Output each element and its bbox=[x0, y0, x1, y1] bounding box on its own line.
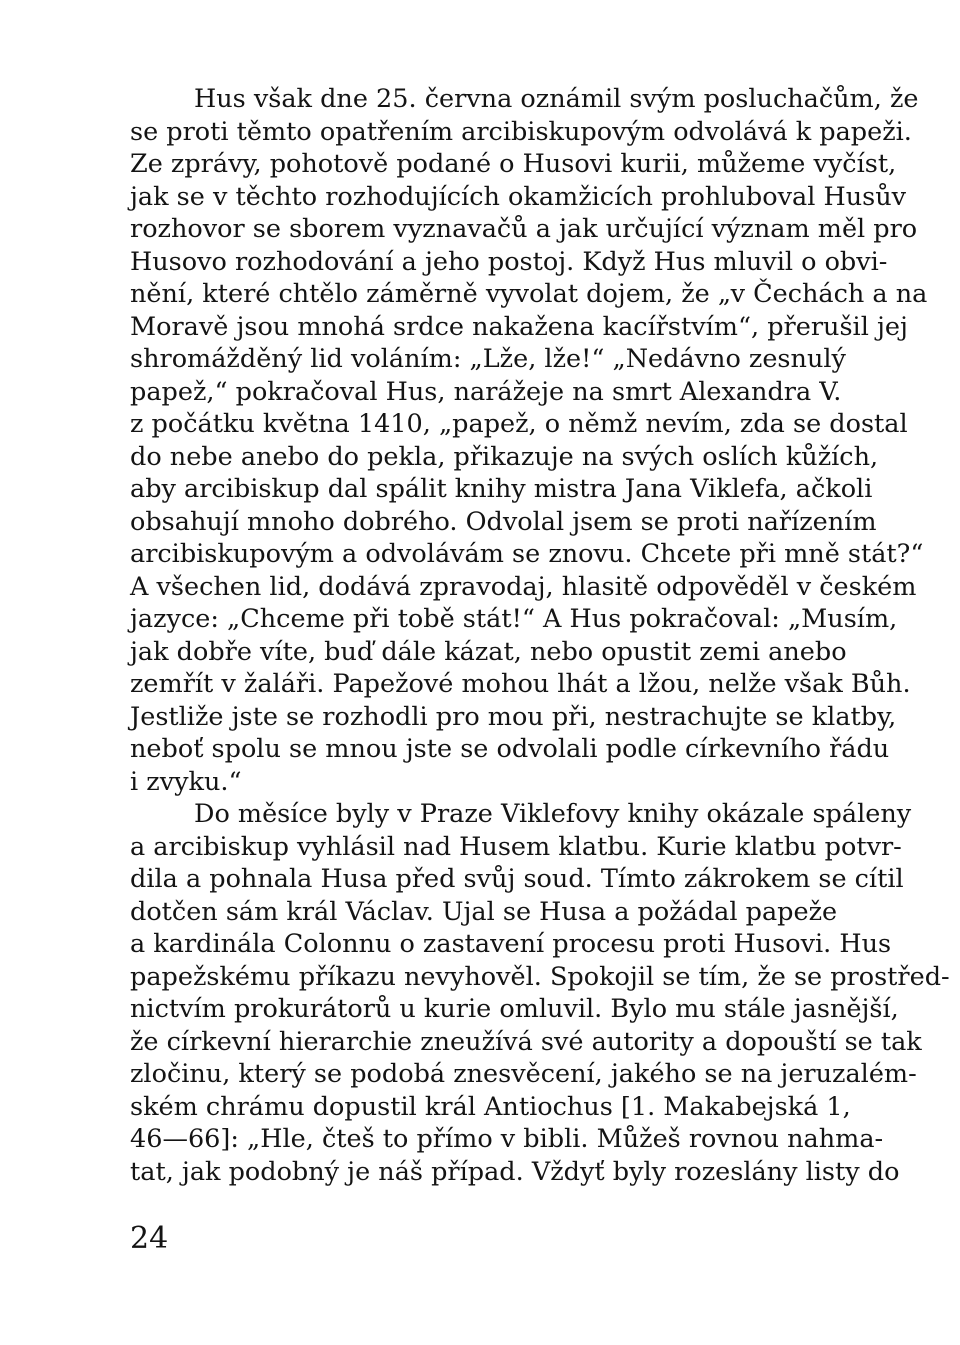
text-line: rozhovor se sborem vyznavačů a jak určující význam měl pro bbox=[130, 214, 918, 244]
text-line: dila a pohnala Husa před svůj soud. Tímto zákrokem se cítil bbox=[130, 864, 904, 894]
text-line: shromážděný lid voláním: „Lže, lže!“ „Nedávno zesnulý bbox=[130, 344, 846, 374]
text-line: Jestliže jste se rozhodli pro mou při, nestrachujte se klatby, bbox=[130, 701, 897, 732]
text-line: dotčen sám král Václav. Ujal se Husa a požádal papeže bbox=[130, 896, 838, 927]
text-line: Ze zprávy, pohotově podané o Husovi kurii, můžeme vyčíst, bbox=[130, 149, 897, 179]
text-line: 46—66]: „Hle, čteš to přímo v bibli. Můžeš rovnou nahma- bbox=[130, 1124, 884, 1154]
text-line: jazyce: „Chceme při tobě stát!“ A Hus pokračoval: „Musím, bbox=[130, 604, 898, 634]
text-line: tat, jak podobný je náš případ. Vždyť byly rozeslány listy do bbox=[130, 1156, 900, 1187]
text-line: zemřít v žaláři. Papežové mohou lhát a lžou, nelže však Bůh. bbox=[130, 669, 911, 699]
text-line: nění, které chtělo záměrně vyvolat dojem, že „v Čechách a na bbox=[130, 279, 928, 309]
text-line: neboť spolu se mnou jste se odvolali podle církevního řádu bbox=[130, 734, 890, 764]
text-line: jak se v těchto rozhodujících okamžicích prohluboval Husův bbox=[130, 181, 907, 212]
text-line: aby arcibiskup dal spálit knihy mistra Jana Viklefa, ačkoli bbox=[130, 474, 873, 504]
text-line: A všechen lid, dodává zpravodaj, hlasitě odpověděl v českém bbox=[130, 571, 917, 602]
body-text bbox=[130, 83, 950, 1188]
text-line: se proti těmto opatřením arcibiskupovým odvolává k papeži. bbox=[130, 116, 912, 147]
text-line: Husovo rozhodování a jeho postoj. Když Hus mluvil o obvi- bbox=[130, 246, 888, 277]
text-line: i zvyku.“ bbox=[130, 766, 242, 797]
text-line: nictvím prokurátorů u kurie omluvil. Bylo mu stále jasnější, bbox=[130, 994, 899, 1024]
text-line: papež,“ pokračoval Hus, narážeje na smrt Alexandra V. bbox=[130, 376, 842, 407]
text-line: do nebe anebo do pekla, přikazuje na svých oslích kůžích, bbox=[130, 441, 879, 472]
text-line: a kardinála Colonnu o zastavení procesu proti Husovi. Hus bbox=[130, 929, 892, 959]
text-line: jak dobře víte, buď dále kázat, nebo opustit zemi anebo bbox=[130, 636, 847, 667]
text-line: a arcibiskup vyhlásil nad Husem klatbu. Kurie klatbu potvr- bbox=[130, 831, 902, 862]
text-line: obsahují mnoho dobrého. Odvolal jsem se proti nařízením bbox=[130, 506, 877, 537]
text-line: papežskému příkazu nevyhověl. Spokojil se tím, že se prostřed- bbox=[130, 961, 950, 992]
text-line: že církevní hierarchie zneužívá své autority a dopouští se tak bbox=[130, 1026, 922, 1057]
page-number: 24 bbox=[130, 1221, 169, 1256]
text-line: Do měsíce byly v Praze Viklefovy knihy okázale spáleny bbox=[194, 799, 912, 829]
text-line: arcibiskupovým a odvolávám se znovu. Chcete při mně stát?“ bbox=[130, 539, 924, 569]
text-line: zločinu, který se podobá znesvěcení, jakého se na jeruzalém- bbox=[130, 1059, 917, 1089]
text-line: Hus však dne 25. června oznámil svým posluchačům, že bbox=[194, 84, 919, 114]
text-line: Moravě jsou mnohá srdce nakažena kacířstvím“, přerušil jej bbox=[130, 311, 908, 342]
text-line: z počátku května 1410, „papež, o němž nevím, zda se dostal bbox=[130, 409, 908, 439]
text-line: ském chrámu dopustil král Antiochus [1. Makabejská 1, bbox=[130, 1091, 851, 1122]
